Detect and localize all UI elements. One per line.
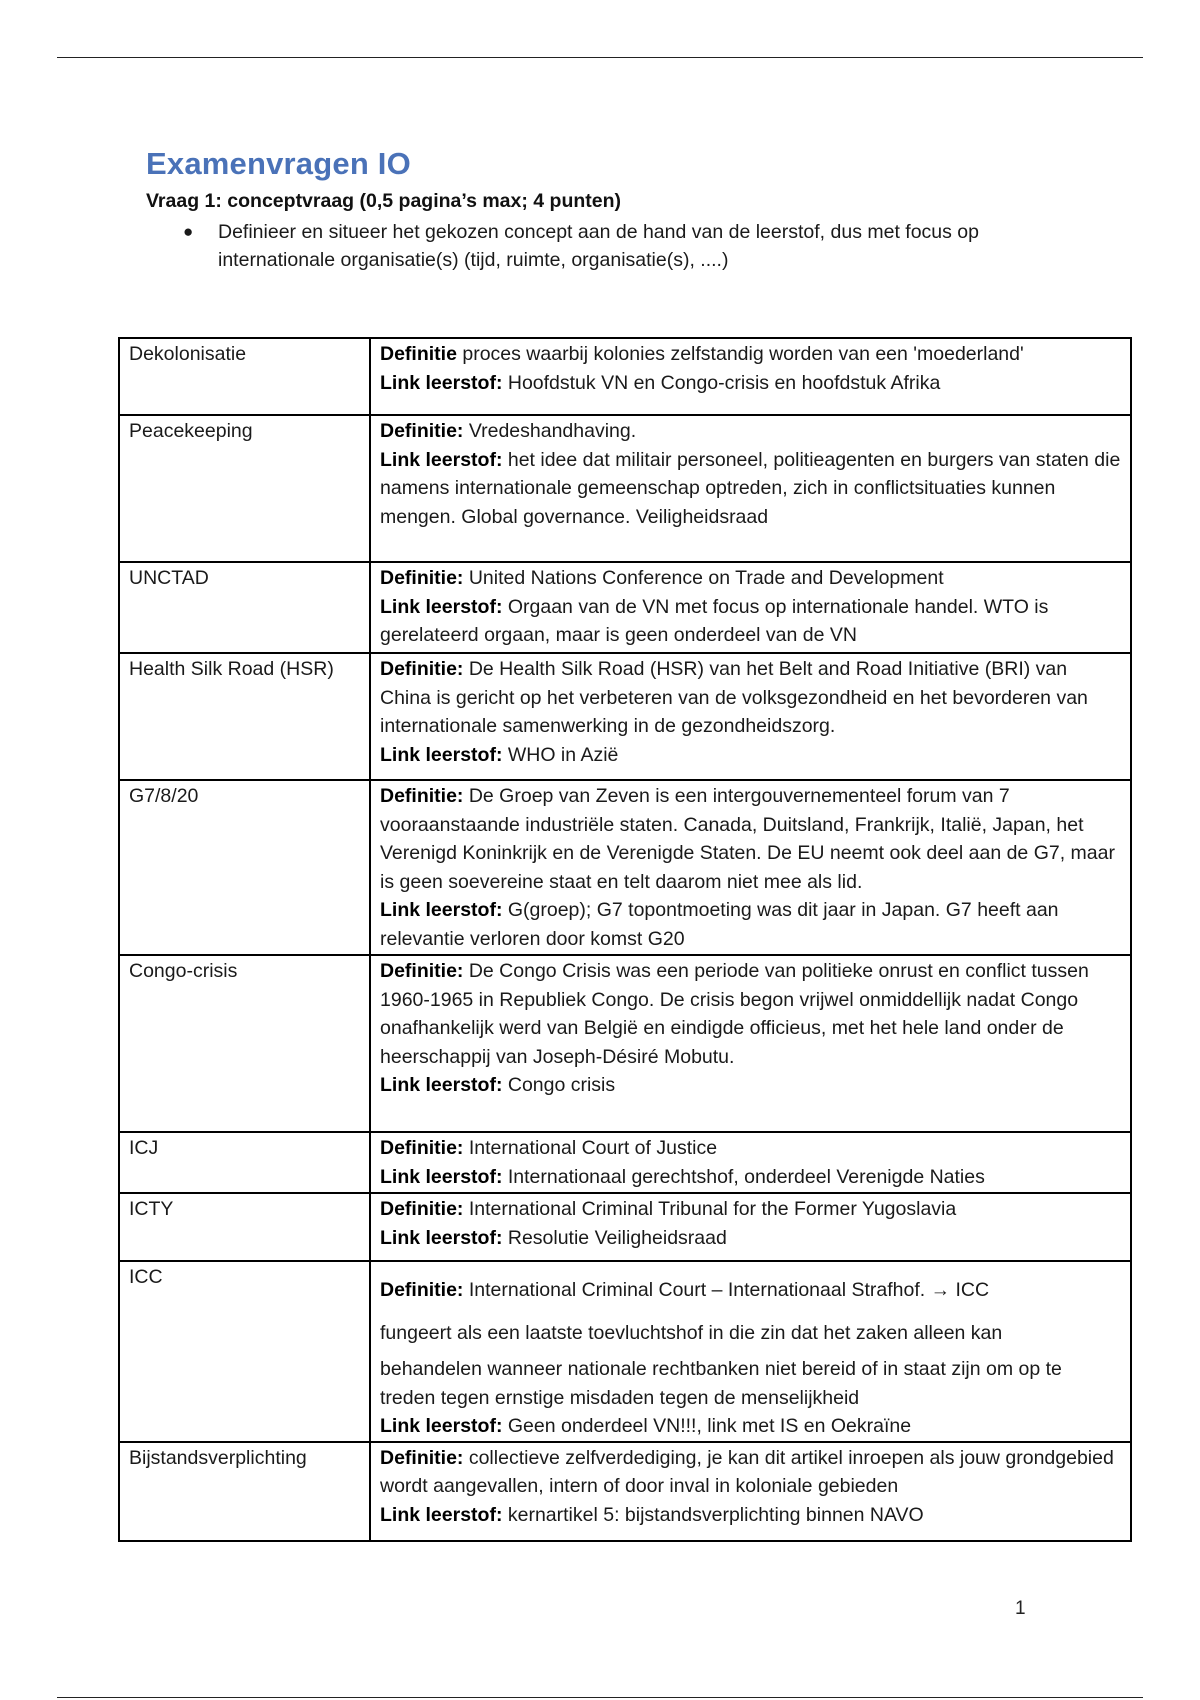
- description-cell: [370, 1442, 1131, 1541]
- page-title: Examenvragen IO: [146, 146, 411, 181]
- description-cell: [370, 653, 1131, 780]
- description-cell: [370, 338, 1131, 415]
- link-line: Link leerstof: kernartikel 5: bijstandsverplichting binnen NAVO: [380, 1503, 924, 1526]
- definition-line: Definitie: International Court of Justice: [380, 1137, 718, 1159]
- term-cell: ICJ: [119, 1132, 370, 1193]
- table-row: [119, 780, 1131, 955]
- bullet-icon: ●: [183, 222, 194, 241]
- definition-line: Definitie: collectieve zelfverdediging, je kan dit artikel inroepen als jouw grondgebied wordt aangevallen, intern of door inval in koloniale gebieden: [380, 1446, 1114, 1497]
- description-cell: [370, 780, 1131, 955]
- definition-continuation: behandelen wanneer nationale rechtbanken niet bereid of in staat zijn om op te treden tegen ernstige misdaden tegen de menselijkheid: [380, 1358, 1062, 1409]
- description-cell: [370, 1193, 1131, 1261]
- link-line: Link leerstof: G(groep); G7 topontmoeting was dit jaar in Japan. G7 heeft aan relevantie verloren door komst G20: [380, 899, 1059, 950]
- table-row: [119, 338, 1131, 415]
- table-row: [119, 1261, 1131, 1442]
- instruction-list: [146, 218, 1066, 274]
- definition-line: Definitie: Vredeshandhaving.: [380, 420, 637, 442]
- table-row: [119, 653, 1131, 780]
- description-cell: [370, 415, 1131, 562]
- link-line: Link leerstof: Geen onderdeel VN!!!, link met IS en Oekraïne: [380, 1415, 912, 1437]
- question-heading: Vraag 1: conceptvraag (0,5 pagina’s max; 4 punten): [146, 190, 622, 212]
- link-line: Link leerstof: Resolutie Veiligheidsraad: [380, 1226, 727, 1249]
- definition-line: Definitie proces waarbij kolonies zelfstandig worden van een 'moederland': [380, 343, 1024, 365]
- description-cell: [370, 1132, 1131, 1193]
- term-cell: Health Silk Road (HSR): [119, 653, 370, 780]
- link-line: Link leerstof: het idee dat militair personeel, politieagenten en burgers van staten die namens internationale gemeenschap optreden, zich in conflictsituaties kunnen mengen. Global governance. Veiligheidsraad: [380, 448, 1121, 528]
- term-cell: Dekolonisatie: [119, 338, 370, 415]
- term-cell: G7/8/20: [119, 780, 370, 955]
- table-row: [119, 562, 1131, 653]
- table-row: [119, 1193, 1131, 1261]
- term-cell: Peacekeeping: [119, 415, 370, 562]
- term-cell: UNCTAD: [119, 562, 370, 653]
- link-line: Link leerstof: Orgaan van de VN met focus op internationale handel. WTO is gerelateerd orgaan, maar is geen onderdeel van de VN: [380, 595, 1049, 646]
- link-line: Link leerstof: Congo crisis: [380, 1074, 616, 1096]
- term-cell: ICTY: [119, 1193, 370, 1261]
- term-cell: Congo-crisis: [119, 955, 370, 1132]
- definition-line: Definitie: De Health Silk Road (HSR) van het Belt and Road Initiative (BRI) van China is gericht op het verbeteren van de volksgezondheid en het bevorderen van internationale samenwerking in de gezondheidszorg.: [380, 658, 1088, 737]
- definition-line: Definitie: United Nations Conference on Trade and Development: [380, 567, 944, 589]
- definition-line: Definitie: International Criminal Court – Internationaal Strafhof. → ICC: [380, 1279, 990, 1301]
- table-row: [119, 1442, 1131, 1541]
- description-cell: [370, 562, 1131, 653]
- link-line: Link leerstof: WHO in Azië: [380, 743, 619, 766]
- header-rule: [57, 57, 1143, 58]
- description-cell: [370, 1261, 1131, 1442]
- link-line: Link leerstof: Hoofdstuk VN en Congo-crisis en hoofdstuk Afrika: [380, 371, 941, 394]
- table-row: [119, 955, 1131, 1132]
- definition-line: Definitie: De Groep van Zeven is een intergouvernementeel forum van 7 vooraanstaande industriële staten. Canada, Duitsland, Frankrijk, Italië, Japan, het Verenigd Koninkrijk en de Verenigde Staten. De EU neemt ook deel aan de G7, maar is geen soevereine staat en telt daarom niet mee als lid.: [380, 785, 1115, 893]
- term-cell: ICC: [119, 1261, 370, 1442]
- table-row: [119, 415, 1131, 562]
- description-cell: [370, 955, 1131, 1132]
- table-row: [119, 1132, 1131, 1193]
- list-item: ● Definieer en situeer het gekozen concept aan de hand van de leerstof, dus met focus op internationale organisatie(s) (tijd, ruimte, organisatie(s), ....): [146, 218, 1066, 274]
- page-number: 1: [1015, 1598, 1026, 1619]
- footer-rule: [57, 1697, 1143, 1698]
- link-line: Link leerstof: Internationaal gerechtshof, onderdeel Verenigde Naties: [380, 1165, 985, 1188]
- definition-continuation: fungeert als een laatste toevluchtshof in die zin dat het zaken alleen kan: [380, 1321, 1003, 1344]
- definition-line: Definitie: De Congo Crisis was een periode van politieke onrust en conflict tussen 1960-1965 in Republiek Congo. De crisis begon vrijwel onmiddellijk nadat Congo onafhankelijk werd van België en eindigde officieus, met het hele land onder de heerschappij van Joseph-Désiré Mobutu.: [380, 960, 1089, 1068]
- definition-line: Definitie: International Criminal Tribunal for the Former Yugoslavia: [380, 1198, 957, 1220]
- term-cell: Bijstandsverplichting: [119, 1442, 370, 1541]
- concept-table: [118, 337, 1132, 1542]
